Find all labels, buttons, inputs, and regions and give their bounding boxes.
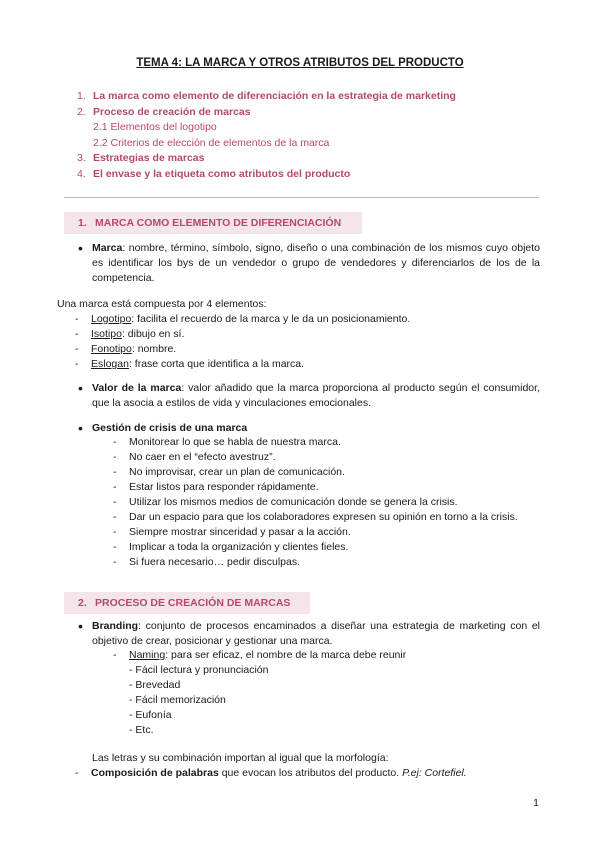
list-item: - Eslogan: frase corta que identifica a la marca. <box>75 358 305 370</box>
list-item: - Estar listos para responder rápidamente. <box>113 481 319 493</box>
toc-subitem: 2.1 Elementos del logotipo <box>93 121 217 133</box>
section-heading-1: 1. MARCA COMO ELEMENTO DE DIFERENCIACIÓN <box>64 212 362 234</box>
divider <box>64 197 539 198</box>
marca-definition: Marca: nombre, término, símbolo, signo, diseño o una combinación de los mismos cuyo objeto es identificar los bys de un vendedor o grupo de vendedores y diferenciarlos de los de la competencia. <box>92 242 540 284</box>
naming-criterion: - Brevedad <box>129 679 181 691</box>
branding-definition: Branding: conjunto de procesos encaminados a diseñar una estrategia de marketing con el objetivo de crear, posicionar y gestionar una marca. <box>92 620 540 647</box>
toc-item: 1. La marca como elemento de diferenciación en la estrategia de marketing <box>77 90 456 102</box>
list-item: - Implicar a toda la organización y clientes fieles. <box>113 541 349 553</box>
list-item: - Logotipo: facilita el recuerdo de la marca y le da un posicionamiento. <box>75 313 411 325</box>
bullet: • <box>78 420 83 436</box>
bullet: • <box>78 380 83 396</box>
list-item: - Dar un espacio para que los colaboradores expresen su opinión en torno a la crisis. <box>113 511 518 523</box>
list-item: - Composición de palabras que evocan los atributos del producto. P.ej: Cortefiel. <box>75 767 467 779</box>
table-of-contents <box>77 89 456 182</box>
elements-intro: Una marca está compuesta por 4 elementos: <box>57 298 267 310</box>
section-heading-2: 2. PROCESO DE CREACIÓN DE MARCAS <box>64 592 310 614</box>
naming-criterion: - Fácil memorización <box>129 694 226 706</box>
document-title: TEMA 4: LA MARCA Y OTROS ATRIBUTOS DEL PRODUCTO <box>136 57 464 69</box>
valor-definition: Valor de la marca: valor añadido que la marca proporciona al producto según el consumidor, que la asocia a estilos de vida y vinculaciones emocionales. <box>92 382 540 409</box>
naming-criterion: - Eufonía <box>129 709 172 721</box>
naming-criterion: - Etc. <box>129 724 154 736</box>
list-item: - Si fuera necesario… pedir disculpas. <box>113 556 301 568</box>
toc-item: 2. Proceso de creación de marcas <box>77 105 251 118</box>
toc-item: 4. El envase y la etiqueta como atributos del producto <box>77 167 351 180</box>
toc-subitem: 2.2 Criterios de elección de elementos de la marca <box>93 136 330 149</box>
list-item: - Fonotipo: nombre. <box>75 343 177 355</box>
list-item: - No improvisar, crear un plan de comunicación. <box>113 466 345 478</box>
list-item: - Siempre mostrar sinceridad y pasar a la acción. <box>113 526 351 538</box>
bullet: • <box>78 618 83 634</box>
naming-criterion: - Fácil lectura y pronunciación <box>129 664 269 676</box>
toc-item: 3. Estrategias de marcas <box>77 152 205 164</box>
letras-paragraph: Las letras y su combinación importan al igual que la morfología: <box>92 752 389 764</box>
list-item: - Monitorear lo que se habla de nuestra marca. <box>113 436 341 448</box>
bullet: • <box>78 240 83 256</box>
list-item: - No caer en el “efecto avestruz”. <box>113 451 276 463</box>
naming-item: - Naming: para ser eficaz, el nombre de la marca debe reunir <box>113 649 407 661</box>
list-item: - Isotipo: dibujo en sí. <box>75 328 185 340</box>
crisis-heading: Gestión de crisis de una marca <box>92 422 248 434</box>
list-item: - Utilizar los mismos medios de comunicación donde se genera la crisis. <box>113 496 458 508</box>
page-number: 1 <box>533 797 539 809</box>
